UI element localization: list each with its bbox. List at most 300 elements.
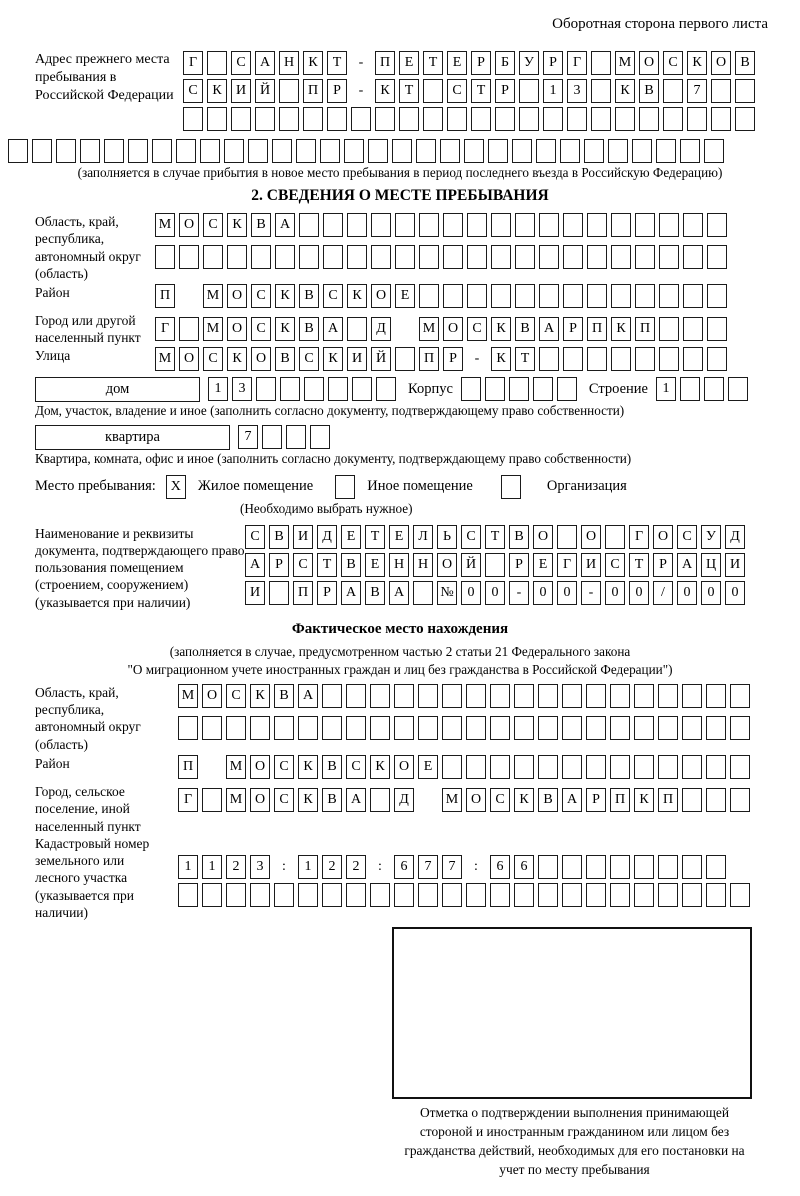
char-cell[interactable]: В bbox=[251, 213, 271, 237]
char-cell[interactable]: В bbox=[322, 788, 342, 812]
char-cell[interactable] bbox=[658, 716, 678, 740]
char-cell[interactable]: Г bbox=[178, 788, 198, 812]
char-cell[interactable] bbox=[375, 107, 395, 131]
char-cell[interactable]: 1 bbox=[208, 377, 228, 401]
char-cell[interactable] bbox=[322, 883, 342, 907]
char-cell[interactable]: Т bbox=[515, 347, 535, 371]
char-cell[interactable] bbox=[611, 284, 631, 308]
char-cell[interactable]: Т bbox=[471, 79, 491, 103]
char-cell[interactable] bbox=[418, 716, 438, 740]
char-cell[interactable] bbox=[394, 684, 414, 708]
char-cell[interactable]: Р bbox=[327, 79, 347, 103]
char-cell[interactable] bbox=[419, 245, 439, 269]
char-cell[interactable] bbox=[256, 377, 276, 401]
char-cell[interactable]: Н bbox=[279, 51, 299, 75]
char-cell[interactable]: А bbox=[323, 317, 343, 341]
char-cell[interactable] bbox=[322, 716, 342, 740]
char-cell[interactable] bbox=[512, 139, 532, 163]
char-cell[interactable]: О bbox=[371, 284, 391, 308]
char-cell[interactable] bbox=[639, 107, 659, 131]
char-cell[interactable] bbox=[419, 213, 439, 237]
char-cell[interactable]: О bbox=[533, 525, 553, 549]
char-cell[interactable]: 0 bbox=[557, 581, 577, 605]
char-cell[interactable]: М bbox=[226, 788, 246, 812]
char-cell[interactable] bbox=[635, 213, 655, 237]
char-cell[interactable]: М bbox=[226, 755, 246, 779]
char-cell[interactable]: 1 bbox=[656, 377, 676, 401]
char-cell[interactable] bbox=[538, 883, 558, 907]
char-cell[interactable] bbox=[322, 684, 342, 708]
char-cell[interactable] bbox=[587, 245, 607, 269]
char-cell[interactable]: 0 bbox=[533, 581, 553, 605]
char-cell[interactable] bbox=[183, 107, 203, 131]
char-cell[interactable] bbox=[658, 855, 678, 879]
char-cell[interactable] bbox=[467, 245, 487, 269]
char-cell[interactable]: К bbox=[611, 317, 631, 341]
char-cell[interactable]: 6 bbox=[514, 855, 534, 879]
char-cell[interactable]: К bbox=[615, 79, 635, 103]
char-cell[interactable]: В bbox=[639, 79, 659, 103]
char-cell[interactable] bbox=[680, 377, 700, 401]
char-cell[interactable]: О bbox=[251, 347, 271, 371]
char-cell[interactable] bbox=[706, 788, 726, 812]
char-cell[interactable]: В bbox=[365, 581, 385, 605]
char-cell[interactable]: О bbox=[466, 788, 486, 812]
char-cell[interactable]: 7 bbox=[418, 855, 438, 879]
char-cell[interactable] bbox=[539, 245, 559, 269]
char-cell[interactable] bbox=[155, 245, 175, 269]
char-cell[interactable]: Т bbox=[629, 553, 649, 577]
char-cell[interactable]: Т bbox=[423, 51, 443, 75]
char-cell[interactable] bbox=[707, 347, 727, 371]
char-cell[interactable]: В bbox=[299, 284, 319, 308]
char-cell[interactable]: С bbox=[203, 347, 223, 371]
char-cell[interactable] bbox=[707, 213, 727, 237]
char-cell[interactable]: И bbox=[293, 525, 313, 549]
char-cell[interactable]: Е bbox=[389, 525, 409, 549]
char-cell[interactable]: / bbox=[653, 581, 673, 605]
char-cell[interactable] bbox=[227, 245, 247, 269]
char-cell[interactable]: 0 bbox=[485, 581, 505, 605]
char-cell[interactable]: П bbox=[635, 317, 655, 341]
char-cell[interactable] bbox=[80, 139, 100, 163]
char-cell[interactable]: 7 bbox=[442, 855, 462, 879]
char-cell[interactable]: Н bbox=[389, 553, 409, 577]
char-cell[interactable] bbox=[370, 788, 390, 812]
char-cell[interactable] bbox=[368, 139, 388, 163]
char-cell[interactable] bbox=[704, 377, 724, 401]
char-cell[interactable] bbox=[610, 855, 630, 879]
char-cell[interactable]: Г bbox=[183, 51, 203, 75]
char-cell[interactable]: С bbox=[274, 755, 294, 779]
char-cell[interactable] bbox=[176, 139, 196, 163]
char-cell[interactable] bbox=[635, 245, 655, 269]
char-cell[interactable] bbox=[491, 245, 511, 269]
char-cell[interactable] bbox=[706, 883, 726, 907]
char-cell[interactable]: С bbox=[605, 553, 625, 577]
char-cell[interactable] bbox=[394, 883, 414, 907]
char-cell[interactable] bbox=[563, 347, 583, 371]
char-cell[interactable] bbox=[635, 347, 655, 371]
char-cell[interactable]: Н bbox=[413, 553, 433, 577]
char-cell[interactable] bbox=[328, 377, 348, 401]
char-cell[interactable]: 6 bbox=[394, 855, 414, 879]
char-cell[interactable] bbox=[515, 284, 535, 308]
char-cell[interactable] bbox=[226, 716, 246, 740]
char-cell[interactable]: 0 bbox=[605, 581, 625, 605]
char-cell[interactable] bbox=[279, 107, 299, 131]
char-cell[interactable] bbox=[562, 716, 582, 740]
char-cell[interactable] bbox=[128, 139, 148, 163]
char-cell[interactable] bbox=[272, 139, 292, 163]
char-cell[interactable]: К bbox=[275, 317, 295, 341]
char-cell[interactable] bbox=[286, 425, 306, 449]
char-cell[interactable] bbox=[659, 284, 679, 308]
char-cell[interactable] bbox=[471, 107, 491, 131]
char-cell[interactable] bbox=[706, 755, 726, 779]
char-cell[interactable]: А bbox=[539, 317, 559, 341]
char-cell[interactable]: Е bbox=[365, 553, 385, 577]
char-cell[interactable] bbox=[310, 425, 330, 449]
char-cell[interactable] bbox=[178, 883, 198, 907]
char-cell[interactable]: С bbox=[677, 525, 697, 549]
char-cell[interactable] bbox=[250, 716, 270, 740]
char-cell[interactable] bbox=[707, 317, 727, 341]
char-cell[interactable]: 7 bbox=[687, 79, 707, 103]
char-cell[interactable] bbox=[413, 581, 433, 605]
char-cell[interactable]: К bbox=[370, 755, 390, 779]
char-cell[interactable] bbox=[395, 245, 415, 269]
char-cell[interactable] bbox=[658, 684, 678, 708]
char-cell[interactable] bbox=[490, 755, 510, 779]
char-cell[interactable] bbox=[519, 107, 539, 131]
char-cell[interactable] bbox=[658, 883, 678, 907]
char-cell[interactable] bbox=[682, 855, 702, 879]
char-cell[interactable]: В bbox=[341, 553, 361, 577]
char-cell[interactable]: И bbox=[347, 347, 367, 371]
char-cell[interactable] bbox=[8, 139, 28, 163]
char-cell[interactable]: К bbox=[634, 788, 654, 812]
char-cell[interactable] bbox=[538, 684, 558, 708]
char-cell[interactable] bbox=[467, 284, 487, 308]
char-cell[interactable] bbox=[586, 855, 606, 879]
char-cell[interactable]: Е bbox=[395, 284, 415, 308]
char-cell[interactable] bbox=[635, 284, 655, 308]
char-cell[interactable] bbox=[680, 139, 700, 163]
char-cell[interactable]: - bbox=[509, 581, 529, 605]
char-cell[interactable]: 1 bbox=[202, 855, 222, 879]
char-cell[interactable] bbox=[395, 347, 415, 371]
char-cell[interactable]: 7 bbox=[238, 425, 258, 449]
char-cell[interactable] bbox=[683, 317, 703, 341]
char-cell[interactable]: М bbox=[155, 347, 175, 371]
char-cell[interactable] bbox=[557, 377, 577, 401]
char-cell[interactable]: О bbox=[250, 788, 270, 812]
char-cell[interactable]: П bbox=[178, 755, 198, 779]
char-cell[interactable]: С bbox=[203, 213, 223, 237]
char-cell[interactable]: Д bbox=[394, 788, 414, 812]
char-cell[interactable] bbox=[682, 883, 702, 907]
char-cell[interactable] bbox=[370, 684, 390, 708]
char-cell[interactable]: 2 bbox=[346, 855, 366, 879]
char-cell[interactable] bbox=[682, 684, 702, 708]
char-cell[interactable]: А bbox=[562, 788, 582, 812]
char-cell[interactable] bbox=[730, 684, 750, 708]
char-cell[interactable] bbox=[587, 347, 607, 371]
char-cell[interactable] bbox=[226, 883, 246, 907]
char-cell[interactable] bbox=[352, 377, 372, 401]
char-cell[interactable]: К bbox=[491, 317, 511, 341]
char-cell[interactable] bbox=[728, 377, 748, 401]
char-cell[interactable] bbox=[347, 213, 367, 237]
char-cell[interactable] bbox=[659, 213, 679, 237]
char-cell[interactable]: - bbox=[581, 581, 601, 605]
char-cell[interactable] bbox=[495, 107, 515, 131]
char-cell[interactable]: В bbox=[274, 684, 294, 708]
char-cell[interactable] bbox=[279, 79, 299, 103]
char-cell[interactable] bbox=[179, 245, 199, 269]
other-premises-checkbox[interactable] bbox=[335, 475, 355, 499]
char-cell[interactable] bbox=[202, 883, 222, 907]
char-cell[interactable]: Г bbox=[629, 525, 649, 549]
char-cell[interactable]: В bbox=[538, 788, 558, 812]
char-cell[interactable] bbox=[608, 139, 628, 163]
char-cell[interactable]: А bbox=[677, 553, 697, 577]
char-cell[interactable] bbox=[466, 684, 486, 708]
char-cell[interactable] bbox=[563, 213, 583, 237]
char-cell[interactable]: П bbox=[293, 581, 313, 605]
char-cell[interactable]: 0 bbox=[677, 581, 697, 605]
char-cell[interactable]: С bbox=[245, 525, 265, 549]
char-cell[interactable]: С bbox=[663, 51, 683, 75]
char-cell[interactable]: О bbox=[179, 347, 199, 371]
char-cell[interactable] bbox=[538, 716, 558, 740]
char-cell[interactable] bbox=[687, 107, 707, 131]
char-cell[interactable]: В bbox=[735, 51, 755, 75]
char-cell[interactable]: С bbox=[467, 317, 487, 341]
char-cell[interactable] bbox=[320, 139, 340, 163]
char-cell[interactable] bbox=[567, 107, 587, 131]
char-cell[interactable]: Г bbox=[567, 51, 587, 75]
char-cell[interactable]: Р bbox=[653, 553, 673, 577]
char-cell[interactable] bbox=[255, 107, 275, 131]
char-cell[interactable]: П bbox=[610, 788, 630, 812]
char-cell[interactable] bbox=[491, 284, 511, 308]
char-cell[interactable] bbox=[280, 377, 300, 401]
char-cell[interactable] bbox=[735, 107, 755, 131]
char-cell[interactable]: К bbox=[303, 51, 323, 75]
char-cell[interactable]: К bbox=[227, 347, 247, 371]
char-cell[interactable] bbox=[611, 347, 631, 371]
char-cell[interactable]: Р bbox=[543, 51, 563, 75]
char-cell[interactable]: А bbox=[245, 553, 265, 577]
char-cell[interactable] bbox=[539, 347, 559, 371]
char-cell[interactable] bbox=[610, 716, 630, 740]
char-cell[interactable] bbox=[231, 107, 251, 131]
char-cell[interactable]: Е bbox=[447, 51, 467, 75]
char-cell[interactable] bbox=[296, 139, 316, 163]
char-cell[interactable] bbox=[659, 317, 679, 341]
char-cell[interactable]: Й bbox=[255, 79, 275, 103]
char-cell[interactable] bbox=[370, 883, 390, 907]
house-type-box[interactable]: дом bbox=[35, 377, 200, 402]
char-cell[interactable]: Д bbox=[371, 317, 391, 341]
char-cell[interactable] bbox=[658, 755, 678, 779]
char-cell[interactable] bbox=[178, 716, 198, 740]
char-cell[interactable] bbox=[490, 684, 510, 708]
char-cell[interactable] bbox=[224, 139, 244, 163]
char-cell[interactable] bbox=[418, 684, 438, 708]
char-cell[interactable] bbox=[275, 245, 295, 269]
char-cell[interactable] bbox=[683, 245, 703, 269]
char-cell[interactable]: О bbox=[179, 213, 199, 237]
char-cell[interactable]: В bbox=[515, 317, 535, 341]
char-cell[interactable]: Ц bbox=[701, 553, 721, 577]
char-cell[interactable] bbox=[514, 716, 534, 740]
char-cell[interactable]: О bbox=[394, 755, 414, 779]
char-cell[interactable] bbox=[610, 755, 630, 779]
char-cell[interactable] bbox=[488, 139, 508, 163]
char-cell[interactable] bbox=[605, 525, 625, 549]
char-cell[interactable] bbox=[56, 139, 76, 163]
char-cell[interactable] bbox=[202, 788, 222, 812]
char-cell[interactable] bbox=[634, 755, 654, 779]
char-cell[interactable] bbox=[515, 245, 535, 269]
char-cell[interactable] bbox=[442, 883, 462, 907]
char-cell[interactable] bbox=[591, 51, 611, 75]
char-cell[interactable] bbox=[298, 883, 318, 907]
char-cell[interactable] bbox=[659, 245, 679, 269]
char-cell[interactable]: М bbox=[203, 284, 223, 308]
char-cell[interactable]: А bbox=[389, 581, 409, 605]
char-cell[interactable] bbox=[560, 139, 580, 163]
char-cell[interactable]: О bbox=[437, 553, 457, 577]
char-cell[interactable] bbox=[711, 107, 731, 131]
char-cell[interactable]: Е bbox=[533, 553, 553, 577]
char-cell[interactable] bbox=[514, 755, 534, 779]
char-cell[interactable]: К bbox=[491, 347, 511, 371]
char-cell[interactable] bbox=[485, 377, 505, 401]
char-cell[interactable]: Р bbox=[269, 553, 289, 577]
char-cell[interactable]: Р bbox=[317, 581, 337, 605]
char-cell[interactable]: Е bbox=[341, 525, 361, 549]
char-cell[interactable] bbox=[539, 284, 559, 308]
char-cell[interactable] bbox=[440, 139, 460, 163]
char-cell[interactable]: О bbox=[711, 51, 731, 75]
char-cell[interactable] bbox=[563, 284, 583, 308]
char-cell[interactable] bbox=[704, 139, 724, 163]
char-cell[interactable] bbox=[634, 855, 654, 879]
char-cell[interactable]: И bbox=[725, 553, 745, 577]
char-cell[interactable] bbox=[663, 107, 683, 131]
char-cell[interactable] bbox=[370, 716, 390, 740]
char-cell[interactable]: А bbox=[255, 51, 275, 75]
char-cell[interactable]: М bbox=[615, 51, 635, 75]
char-cell[interactable] bbox=[351, 107, 371, 131]
char-cell[interactable] bbox=[591, 79, 611, 103]
char-cell[interactable]: О bbox=[227, 284, 247, 308]
char-cell[interactable] bbox=[274, 883, 294, 907]
char-cell[interactable]: 3 bbox=[232, 377, 252, 401]
char-cell[interactable]: К bbox=[275, 284, 295, 308]
char-cell[interactable] bbox=[200, 139, 220, 163]
char-cell[interactable] bbox=[706, 855, 726, 879]
char-cell[interactable]: 1 bbox=[178, 855, 198, 879]
apartment-type-box[interactable]: квартира bbox=[35, 425, 230, 450]
char-cell[interactable]: К bbox=[375, 79, 395, 103]
char-cell[interactable] bbox=[615, 107, 635, 131]
char-cell[interactable]: С bbox=[251, 284, 271, 308]
char-cell[interactable] bbox=[682, 716, 702, 740]
char-cell[interactable] bbox=[610, 684, 630, 708]
char-cell[interactable]: Т bbox=[485, 525, 505, 549]
char-cell[interactable] bbox=[543, 107, 563, 131]
char-cell[interactable] bbox=[443, 213, 463, 237]
char-cell[interactable] bbox=[683, 213, 703, 237]
char-cell[interactable] bbox=[587, 213, 607, 237]
char-cell[interactable] bbox=[443, 245, 463, 269]
char-cell[interactable] bbox=[515, 213, 535, 237]
char-cell[interactable] bbox=[730, 716, 750, 740]
char-cell[interactable]: А bbox=[341, 581, 361, 605]
char-cell[interactable]: О bbox=[653, 525, 673, 549]
char-cell[interactable] bbox=[303, 107, 323, 131]
char-cell[interactable] bbox=[611, 213, 631, 237]
char-cell[interactable]: С bbox=[183, 79, 203, 103]
char-cell[interactable] bbox=[683, 347, 703, 371]
char-cell[interactable] bbox=[634, 684, 654, 708]
char-cell[interactable]: Т bbox=[317, 553, 337, 577]
char-cell[interactable]: У bbox=[519, 51, 539, 75]
char-cell[interactable] bbox=[730, 755, 750, 779]
char-cell[interactable] bbox=[274, 716, 294, 740]
char-cell[interactable]: 2 bbox=[226, 855, 246, 879]
char-cell[interactable] bbox=[735, 79, 755, 103]
char-cell[interactable]: О bbox=[581, 525, 601, 549]
char-cell[interactable] bbox=[442, 716, 462, 740]
char-cell[interactable] bbox=[663, 79, 683, 103]
char-cell[interactable]: 3 bbox=[567, 79, 587, 103]
char-cell[interactable] bbox=[562, 883, 582, 907]
char-cell[interactable] bbox=[298, 716, 318, 740]
char-cell[interactable]: 3 bbox=[250, 855, 270, 879]
char-cell[interactable]: Б bbox=[495, 51, 515, 75]
char-cell[interactable]: Р bbox=[563, 317, 583, 341]
char-cell[interactable] bbox=[634, 883, 654, 907]
char-cell[interactable] bbox=[491, 213, 511, 237]
char-cell[interactable]: С bbox=[461, 525, 481, 549]
char-cell[interactable] bbox=[299, 213, 319, 237]
char-cell[interactable]: Й bbox=[371, 347, 391, 371]
char-cell[interactable] bbox=[682, 788, 702, 812]
char-cell[interactable] bbox=[586, 883, 606, 907]
char-cell[interactable]: М bbox=[442, 788, 462, 812]
char-cell[interactable] bbox=[659, 347, 679, 371]
char-cell[interactable] bbox=[706, 684, 726, 708]
char-cell[interactable]: 1 bbox=[298, 855, 318, 879]
char-cell[interactable]: К bbox=[298, 755, 318, 779]
char-cell[interactable] bbox=[464, 139, 484, 163]
char-cell[interactable] bbox=[586, 716, 606, 740]
char-cell[interactable] bbox=[586, 684, 606, 708]
char-cell[interactable] bbox=[392, 139, 412, 163]
char-cell[interactable]: М bbox=[419, 317, 439, 341]
char-cell[interactable] bbox=[419, 284, 439, 308]
char-cell[interactable] bbox=[395, 213, 415, 237]
char-cell[interactable] bbox=[399, 107, 419, 131]
char-cell[interactable] bbox=[536, 139, 556, 163]
char-cell[interactable] bbox=[269, 581, 289, 605]
